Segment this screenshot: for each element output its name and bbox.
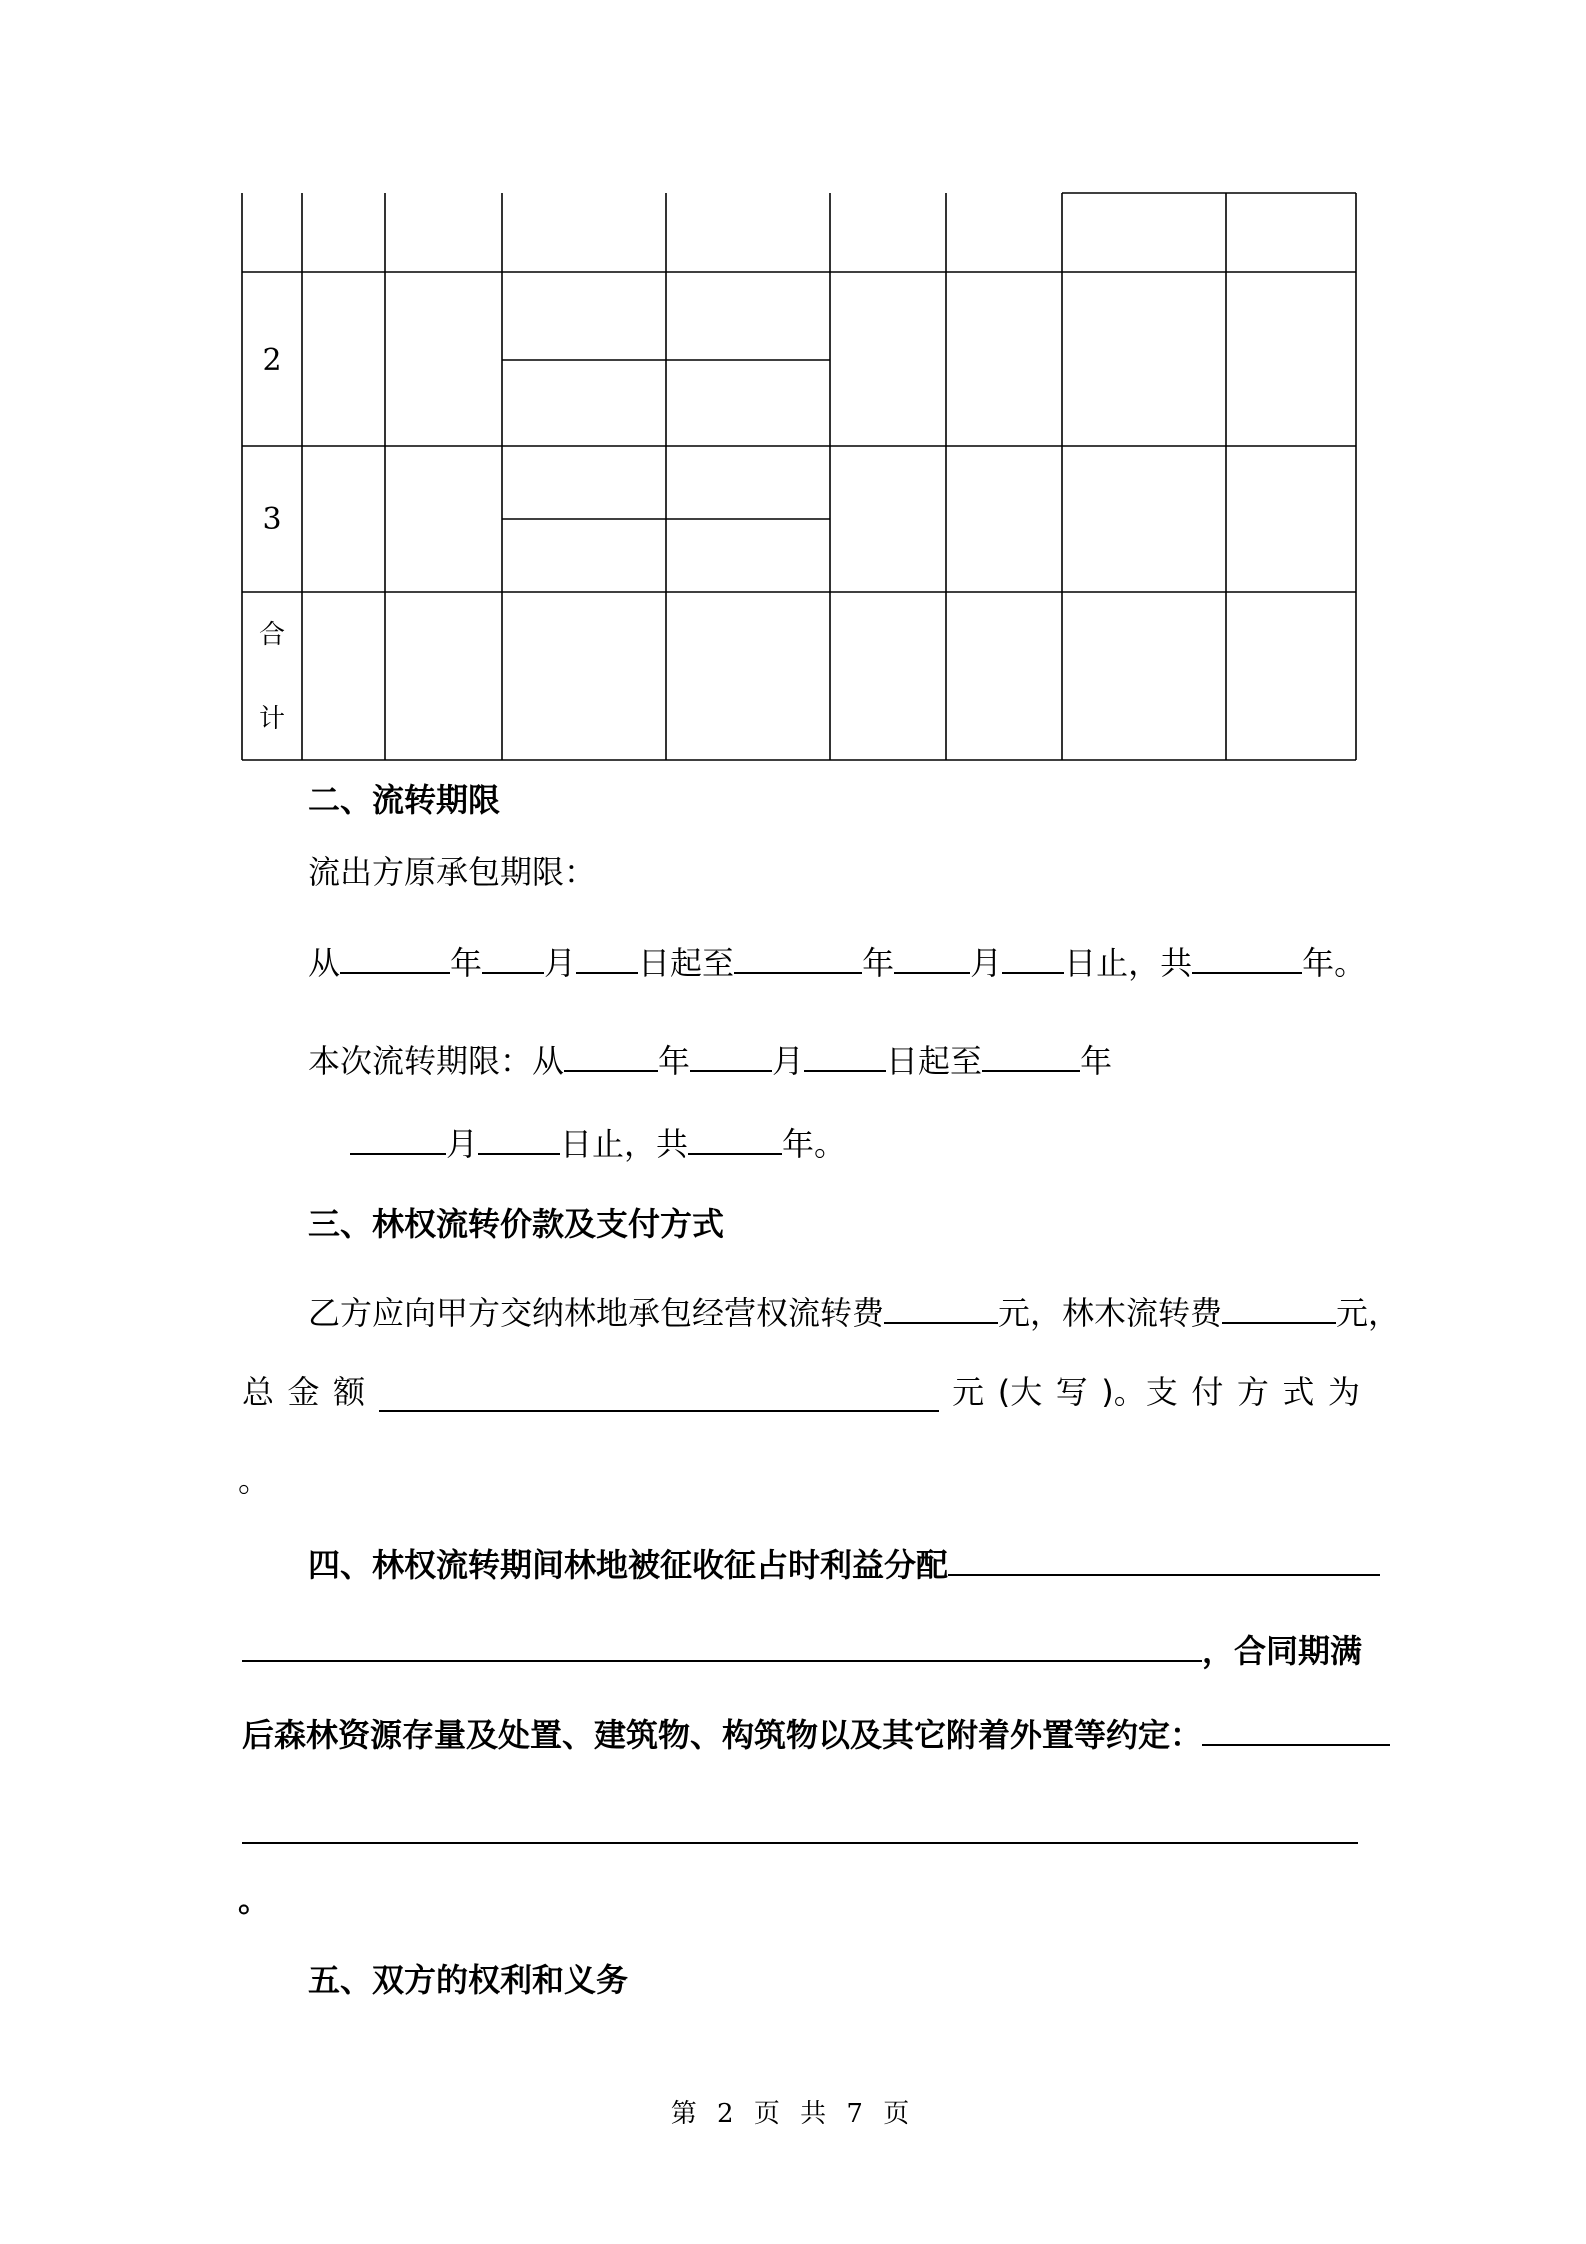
month-text: 月 [544,944,577,982]
section4-heading-text: 四、林权流转期间林地被征收征占时利益分配 [308,1546,949,1584]
section3-heading: 三、林权流转价款及支付方式 [308,1205,725,1243]
this-start-day-blank[interactable] [804,1036,886,1072]
day-end-text: 日止，共 [1064,944,1193,982]
years-end-text: 年。 [1302,944,1367,982]
section4-period: 。 [238,1881,271,1919]
total-years-blank[interactable] [1192,938,1302,974]
month-text: 月 [970,944,1003,982]
year-text: 年 [1080,1042,1113,1080]
end-year-blank[interactable] [734,938,862,974]
start-day-blank[interactable] [576,938,638,974]
year-text: 年 [862,944,895,982]
this-term-line1 [308,1036,1112,1081]
resource-text: 后森林资源存量及处置、建筑物、构筑物以及其它附着外置等约定： [242,1716,1203,1754]
daxie-char: 为 [1327,1373,1360,1411]
daxie-char: 式 [1282,1373,1315,1411]
section2-heading: 二、流转期限 [308,781,501,819]
total-char: 总 [242,1373,275,1411]
this-end-year-blank[interactable] [982,1036,1080,1072]
land-fee-blank[interactable] [884,1288,998,1324]
original-term-label: 流出方原承包期限： [308,853,597,891]
resource-blank[interactable] [1202,1710,1390,1746]
this-end-month-blank[interactable] [350,1119,446,1155]
resource-line [242,1710,1390,1755]
this-end-day-blank[interactable] [478,1119,560,1155]
year-text: 年 [658,1042,691,1080]
total-char-he: 合 [258,620,285,650]
daxie-char: (大 [997,1373,1043,1411]
year-text: 年 [450,944,483,982]
benefit-blank[interactable] [948,1540,1380,1576]
end-month-blank[interactable] [894,938,970,974]
fee-line [308,1288,1400,1333]
end-day-blank[interactable] [1002,938,1064,974]
daxie-char: 方 [1236,1373,1269,1411]
daxie-char: )。支 [1101,1373,1178,1411]
daxie-char: 写 [1055,1373,1088,1411]
total-amount-blank[interactable] [379,1376,939,1412]
years-end-text: 年。 [782,1125,847,1163]
row-number-2: 2 [262,343,282,378]
section4-heading [308,1540,1380,1585]
month-text: 月 [772,1042,805,1080]
total-char: 金 [287,1373,320,1411]
contract-end-line [242,1626,1362,1671]
month-text: 月 [446,1125,479,1163]
day-end-text: 日止，共 [560,1125,689,1163]
start-month-blank[interactable] [482,938,544,974]
section5-heading: 五、双方的权利和义务 [308,1961,629,1999]
this-term-line2 [350,1119,846,1164]
land-fee-label: 乙方应向甲方交纳林地承包经营权流转费 [308,1294,885,1332]
benefit-blank-2[interactable] [242,1626,1202,1662]
day-start-text: 日起至 [638,944,735,982]
daxie-char: 付 [1191,1373,1224,1411]
contract-end-text: ，合同期满 [1202,1632,1363,1670]
this-term-label: 本次流转期限：从 [308,1042,565,1080]
total-char-ji: 计 [258,704,285,734]
total-char: 额 [333,1373,366,1411]
total-amount-line [242,1372,1360,1412]
this-start-year-blank[interactable] [564,1036,658,1072]
this-total-years-blank[interactable] [688,1119,782,1155]
this-start-month-blank[interactable] [690,1036,772,1072]
from-text: 从 [308,944,341,982]
start-year-blank[interactable] [340,938,450,974]
page-footer: 第 2 页 共 7 页 [670,2099,916,2129]
daxie-char: 元 [952,1373,985,1411]
timber-fee-label: 元，林木流转费 [998,1294,1223,1332]
original-term-dates [308,938,1366,983]
day-start-text: 日起至 [886,1042,983,1080]
payment-period: 。 [238,1461,271,1499]
row-number-3: 3 [262,502,282,537]
timber-fee-blank[interactable] [1222,1288,1336,1324]
resource-blank-2[interactable] [242,1842,1358,1844]
yuan-text: 元， [1336,1294,1401,1332]
